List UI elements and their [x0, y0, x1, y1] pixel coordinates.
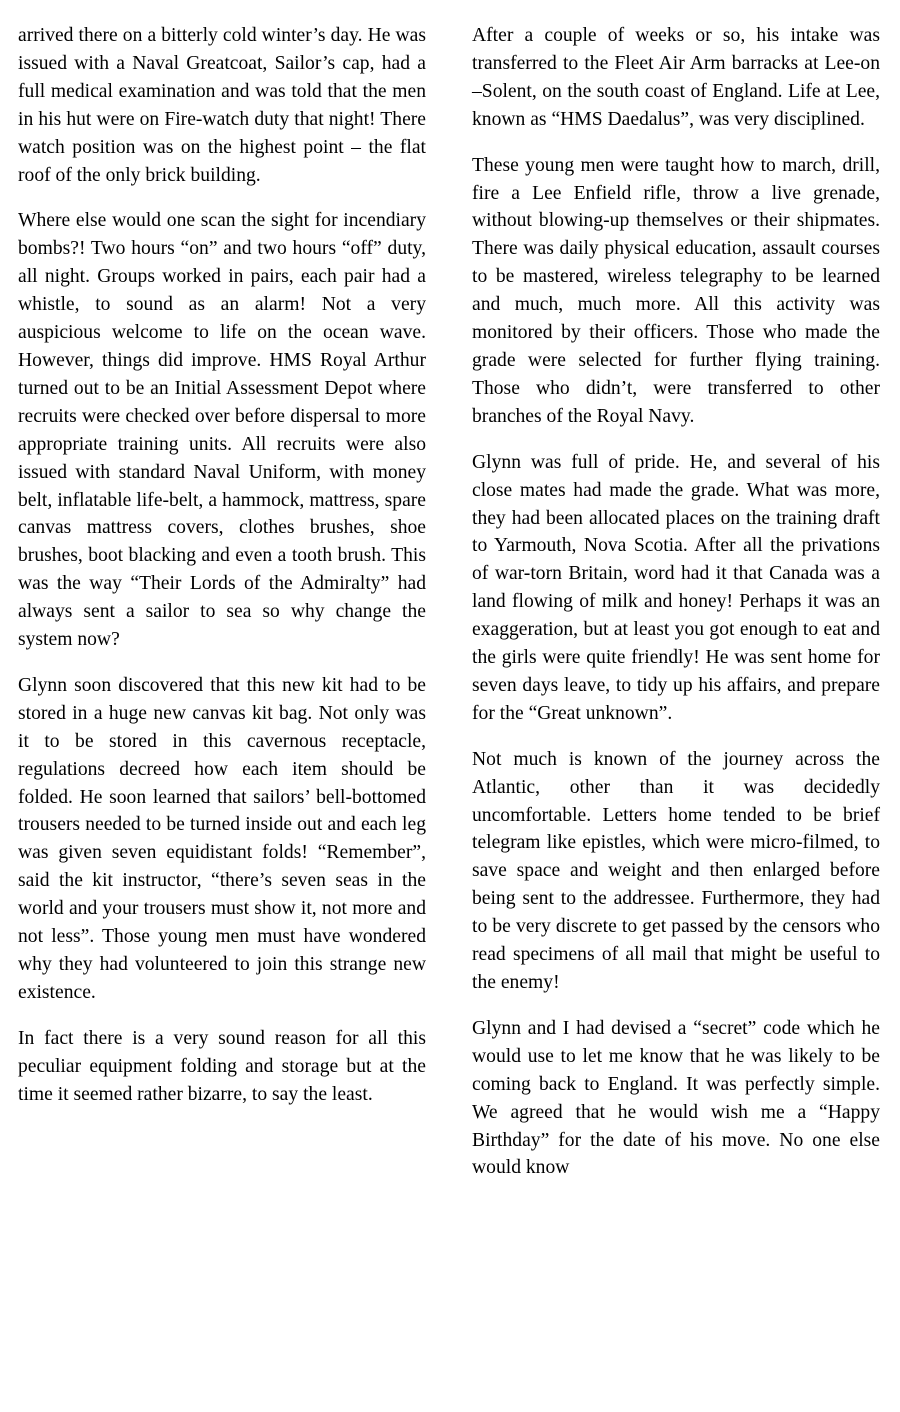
- paragraph: In fact there is a very sound reason for all this peculiar equipment folding and storage but at the time it seemed rather bizarre, to say the least.: [18, 1027, 426, 1105]
- paragraph: arrived there on a bitterly cold winter’s day. He was issued with a Naval Greatcoat, Sailor’s cap, had a full medical examination and was told that the men in his hut were on Fire-watch duty that night! There watch position was on the highest point – the flat roof of the only brick building.: [18, 25, 426, 186]
- paragraph: Glynn was full of pride. He, and several of his close mates had made the grade. What was more, they had been allocated places on the training draft to Yarmouth, Nova Scotia. After all the privations of war-torn Britain, word had it that Canada was a land flowing of milk and honey! Perhaps it was an exaggeration, but at least you got enough to eat and the girls were quite friendly! He was sent home for seven days leave, to tidy up his affairs, and prepare for the “Great unknown”.: [472, 451, 880, 724]
- left-column: [18, 22, 426, 1127]
- paragraph: These young men were taught how to march, drill, fire a Lee Enfield rifle, throw a live grenade, without blowing-up themselves or their shipmates. There was daily physical education, assault courses to be mastered, wireless telegraphy to be learned and much, much more. All this activity was monitored by their officers. Those who made the grade were selected for further flying training. Those who didn’t, were transferred to other branches of the Royal Navy.: [472, 154, 880, 427]
- paragraph: After a couple of weeks or so, his intake was transferred to the Fleet Air Arm barracks at Lee-on –Solent, on the south coast of England. Life at Lee, known as “HMS Daedalus”, was very disciplined.: [472, 25, 880, 130]
- paragraph: Glynn soon discovered that this new kit had to be stored in a huge new canvas kit bag. Not only was it to be stored in this cavernous receptacle, regulations decreed how each item should be folded. He soon learned that sailors’ bell-bottomed trousers needed to be turned inside out and each leg was given seven equidistant folds! “Remember”, said the kit instructor, “there’s seven seas in the world and your trousers must show it, not more and not less”. Those young men must have wondered why they had volunteered to join this strange new existence.: [18, 674, 426, 1003]
- paragraph: Not much is known of the journey across the Atlantic, other than it was decidedly uncomfortable. Letters home tended to be brief telegram like epistles, which were micro-filmed, to save space and weight and then enlarged before being sent to the addressee. Furthermore, they had to be very discrete to get passed by the censors who read specimens of all mail that might be useful to the enemy!: [472, 748, 880, 993]
- right-column: [472, 22, 880, 1200]
- paragraph: Glynn and I had devised a “secret” code which he would use to let me know that he was likely to be coming back to England. It was perfectly simple. We agreed that he would wish me a “Happy Birthday” for the date of his move. No one else would know: [472, 1017, 880, 1179]
- paragraph: Where else would one scan the sight for incendiary bombs?! Two hours “on” and two hours “off” duty, all night. Groups worked in pairs, each pair had a whistle, to sound as an alarm! Not a very auspicious welcome to life on the ocean wave. However, things did improve. HMS Royal Arthur turned out to be an Initial Assessment Depot where recruits were checked over before dispersal to more appropriate training units. All recruits were also issued with standard Naval Uniform, with money belt, inflatable life-belt, a hammock, mattress, spare canvas mattress covers, clothes brushes, shoe brushes, boot blacking and even a tooth brush. This was the way “Their Lords of the Admiralty” had always sent a sailor to sea so why change the system now?: [18, 210, 426, 651]
